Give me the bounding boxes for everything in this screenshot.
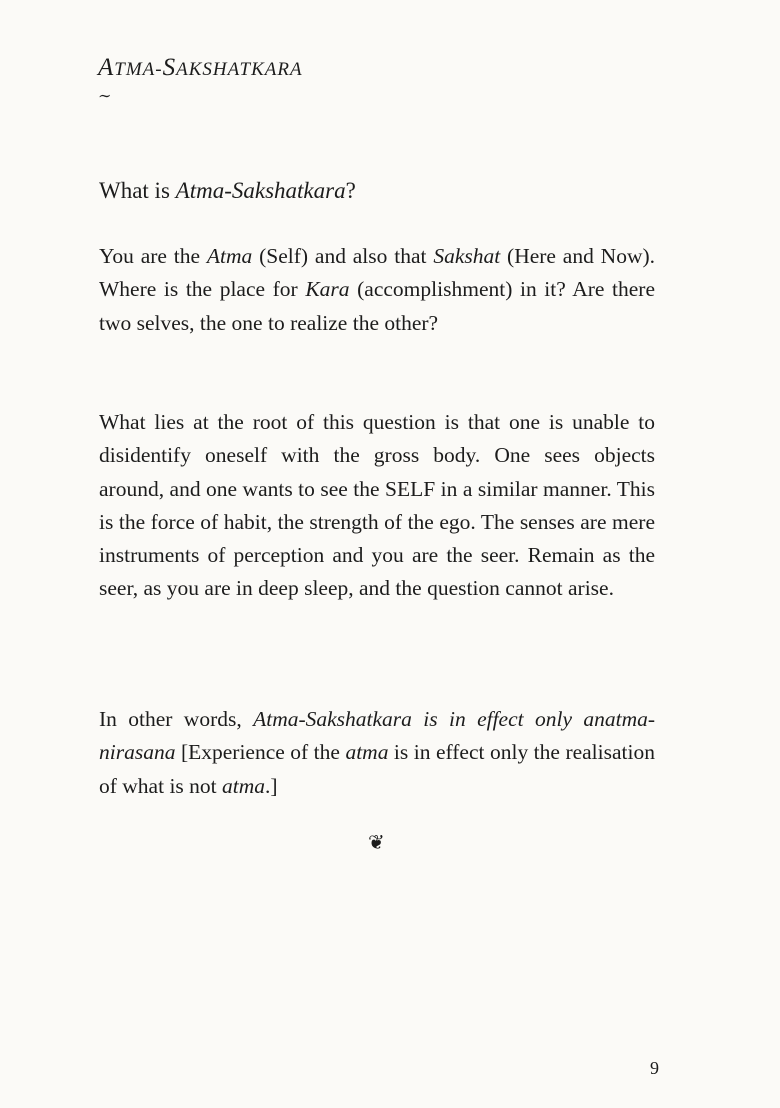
paragraph-3: In other words, Atma-Sakshatkara is in effect only anatma-nirasana [Experience of the atma is in effect only the realisation of what is not atma.]: [99, 707, 656, 798]
ornament-bottom-icon: ❦: [368, 832, 385, 854]
paragraph-2: What lies at the root of this question is that one is unable to disidentify oneself with the gross body. One sees objects around, and one wants to see the SELF in a similar manner. This is the force of habit, the strength of the ego. The senses are mere instruments of perception and you are the seer. Remain as the seer, as you are in deep sleep, and the question cannot arise.: [99, 410, 655, 601]
paragraph-1: You are the Atma (Self) and also that Sakshat (Here and Now). Where is the place for Kara (accomplishment) in it? Are there two selves, the one to realize the other?: [99, 244, 656, 335]
running-header: ATMA-SAKSHATKARA: [98, 54, 303, 81]
question-heading: What is Atma-Sakshatkara?: [99, 178, 356, 203]
page-number: 9: [650, 1058, 659, 1078]
ornament-top-icon: ∼: [98, 88, 112, 105]
